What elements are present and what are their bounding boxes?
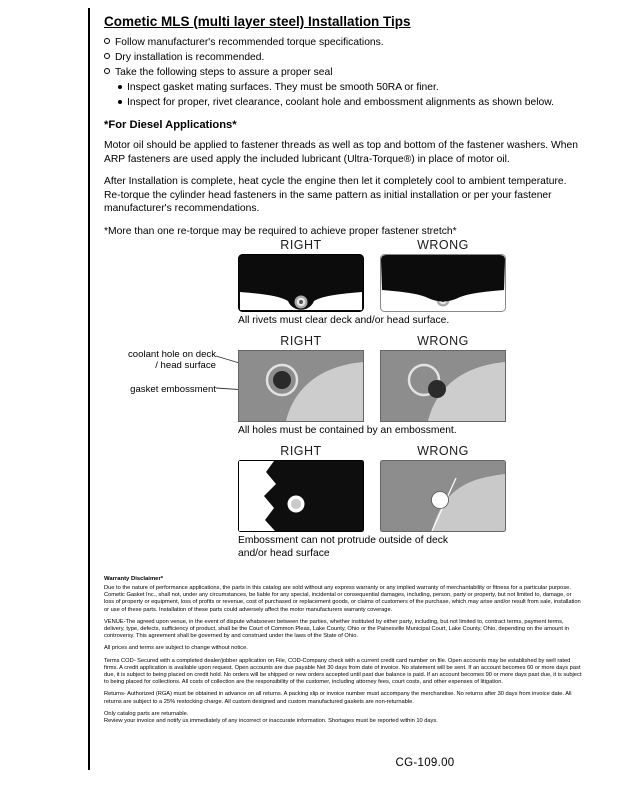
row1-caption: All rivets must clear deck and/or head surface. [238, 315, 450, 326]
warranty-paragraph: Due to the nature of performance applications, the parts in this catalog are sold without any express warranty or any implied warranty of merchantability or fitness for a particular purpose. Cometic Gasket Inc., shall not, under any circumstances, be liable for any special, incidental or consequential damages, including, person, party or property, but not limited to, damage, or loss of property or equipment, loss of profits or revenue, cost of purchased or replacement goods, or claims of customers of the purchase, which may arise and/or result from sale, installation or use of these parts. Installation of these parts could adversely affect the motor manufacturers warranty coverage. [104, 585, 581, 613]
main-content [104, 14, 578, 247]
row3-panels [238, 460, 506, 532]
diesel-heading: *For Diesel Applications* [104, 119, 237, 131]
catalog-returnable-line: Only catalog parts are returnable. [104, 710, 189, 717]
right-label: RIGHT [280, 444, 322, 458]
rivet-right-diagram [238, 254, 364, 312]
wrong-label: WRONG [417, 334, 469, 348]
filled-bullet-icon [118, 100, 122, 104]
embossment-right-diagram [238, 350, 364, 422]
right-label: RIGHT [280, 238, 322, 252]
row1-panels [238, 254, 506, 312]
row3-headers [238, 444, 506, 458]
open-bullet-icon [104, 68, 110, 74]
warranty-heading: Warranty Disclaimer* [104, 576, 164, 582]
retorque-note: *More than one re-torque may be required to achieve proper fastener stretch* [104, 225, 457, 237]
page-code: CG-109.00 [395, 757, 455, 769]
returns-paragraph: Returns- Authorized (RGA) must be obtained in advance on all returns. A packing slip or invoice number must accompany the merchandise. No returns after 30 days from invoice date. All returns are subject to a 25% restocking charge. All custom designed and custom manufactured gaskets are non-returnable. [104, 691, 572, 705]
tip-text: Take the following steps to assure a proper seal [115, 67, 333, 78]
filled-bullet-icon [118, 85, 122, 89]
margin-rule [88, 8, 90, 770]
deck-edge-right-diagram [238, 460, 364, 532]
gasket-embossment-label: gasket embossment [130, 384, 216, 395]
prices-paragraph: All prices and terms are subject to change without notice. [104, 645, 248, 652]
row3-caption: Embossment can not protrude outside of deck and/or head surface [238, 535, 449, 559]
tip-sub-item [118, 96, 578, 109]
diesel-paragraph-1: Motor oil should be applied to fastener threads as well as top and bottom of the fastener washers. When ARP fasteners are used apply the included lubricant (Ultra-Torque®) in place of motor oil. [104, 140, 578, 165]
tip-text: Inspect for proper, rivet clearance, coolant hole and embossment alignments as shown below. [127, 97, 554, 108]
legal-section [104, 576, 582, 725]
coolant-hole-label: coolant hole on deck / head surface [128, 349, 217, 371]
row1-headers [238, 238, 506, 252]
rivet-wrong-diagram [380, 254, 506, 312]
tip-item [104, 51, 578, 64]
right-label: RIGHT [280, 334, 322, 348]
embossment-wrong-diagram [380, 350, 506, 422]
venue-paragraph: VENUE-The agreed upon venue, in the event of dispute whatsoever between the parties, whether instituted by either party, including, but not limited to, contract terms, payment terms, delivery, type, defects, sufficiency of product, shall be the Court of Common Pleas, Lake County, Ohio or the Painesville Municipal Court, Lake County, Ohio, depending on the amount in controversy. This agreement shall be governed by and construed under the laws of the State of Ohio. [104, 618, 569, 640]
tip-item [104, 66, 578, 79]
deck-edge-wrong-diagram [380, 460, 506, 532]
tip-text: Follow manufacturer's recommended torque specifications. [115, 37, 384, 48]
row2-panels [238, 350, 506, 422]
page-title: Cometic MLS (multi layer steel) Installation Tips [104, 14, 411, 29]
terms-paragraph: Terms COD- Secured with a completed dealer/jobber application on File, COD-Company check with a current credit card number on file. Open accounts may be established by well rated firms. A credit application is available upon request. Open accounts are due payable Net 30 days from date of invoice. No statement will be sent. If an account becomes 60 or more days past due, it is subject to being placed on credit hold. No orders will be shipped or new orders accepted until past due balance is paid. If an account becomes 90 or more days past due, it is subject to being placed for collections. All costs of collection are the responsibility of the customer, including attorney fees, court costs, and other expenses of litigation. [104, 657, 582, 686]
tip-sub-item [118, 81, 578, 94]
review-invoice-line: Review your invoice and notify us immediately of any incorrect or inaccurate information. Shortages must be reported within 10 days. [104, 718, 438, 725]
open-bullet-icon [104, 38, 110, 44]
tip-text: Inspect gasket mating surfaces. They must be smooth 50RA or finer. [127, 82, 439, 93]
tip-text: Dry installation is recommended. [115, 52, 265, 63]
wrong-label: WRONG [417, 238, 469, 252]
open-bullet-icon [104, 53, 110, 59]
tip-item [104, 36, 578, 49]
row2-headers [238, 334, 506, 348]
tips-list [104, 36, 578, 109]
wrong-label: WRONG [417, 444, 469, 458]
row2-caption: All holes must be contained by an embossment. [238, 425, 457, 436]
diesel-paragraph-2: After Installation is complete, heat cycle the engine then let it completely cool to ambient temperature. Re-torque the cylinder head fasteners in the same pattern as initial installation or per your fastener manufacturer's recommendations. [104, 176, 567, 214]
